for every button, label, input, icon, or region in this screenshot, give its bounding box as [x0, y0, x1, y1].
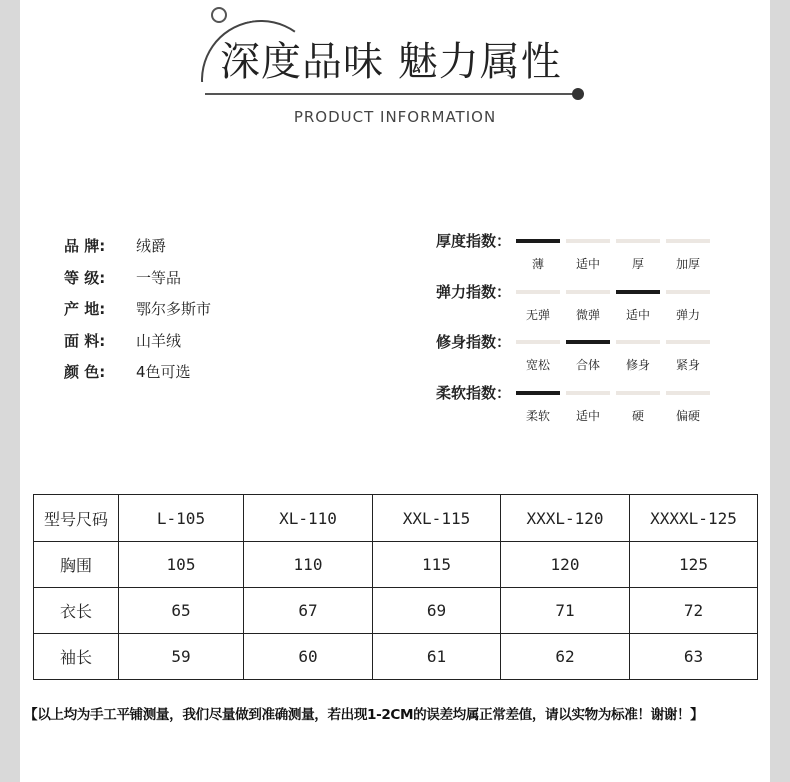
table-row: [34, 634, 758, 680]
table-row: [34, 588, 758, 634]
attribute-value: 鄂尔多斯市: [136, 300, 212, 319]
title-underline-dot: [572, 88, 584, 100]
table-row: [34, 542, 758, 588]
index-label: 修身指数：: [436, 333, 512, 351]
measurement-value: 65: [119, 588, 244, 634]
index-option: 加厚: [675, 257, 700, 271]
product-info-panel: [20, 0, 770, 782]
index-bar: [566, 391, 610, 395]
measurement-name: 袖长: [34, 634, 119, 680]
measurement-value: 62: [501, 634, 630, 680]
index-option: 微弹: [575, 307, 600, 322]
size-header-cell: XL-110: [244, 495, 373, 542]
measurement-value: 72: [630, 588, 758, 634]
index-bar-active: [516, 391, 560, 395]
size-header-label: 型号尺码: [34, 495, 119, 542]
size-header-cell: XXXXL-125: [630, 495, 758, 542]
index-option: 适中: [625, 307, 650, 322]
index-label: 厚度指数：: [436, 232, 512, 250]
index-option: 硬: [631, 408, 644, 423]
attribute-label: 等 级:: [64, 268, 106, 287]
measurement-value: 71: [501, 588, 630, 634]
measurement-value: 60: [244, 634, 373, 680]
size-header-cell: XXXL-120: [501, 495, 630, 542]
index-bar: [666, 340, 710, 344]
index-option: 适中: [575, 408, 600, 423]
attribute-value: 一等品: [136, 268, 182, 287]
attribute-row-grade: [64, 262, 211, 294]
index-option: 偏硬: [675, 408, 700, 423]
index-option: 弹力: [675, 307, 700, 322]
measurement-name: 胸围: [34, 542, 119, 588]
index-option: 无弹: [525, 307, 550, 322]
index-option: 适中: [575, 257, 600, 271]
measurement-value: 105: [119, 542, 244, 588]
index-bar: [566, 239, 610, 243]
attribute-label: 品 牌:: [64, 237, 106, 256]
measurement-value: 63: [630, 634, 758, 680]
index-bar: [666, 239, 710, 243]
attribute-label: 产 地:: [64, 300, 106, 319]
page-subtitle: PRODUCT INFORMATION: [293, 108, 497, 126]
size-header-cell: XXL-115: [373, 495, 501, 542]
index-bar: [616, 340, 660, 344]
measurement-note: 【以上均为手工平铺测量，我们尽量做到准确测量，若出现1-2CM的误差均属正常差值，请以实物为标准！谢谢！】: [24, 707, 704, 723]
index-bar: [666, 391, 710, 395]
measurement-value: 67: [244, 588, 373, 634]
index-bar: [616, 239, 660, 243]
size-table: [33, 494, 758, 680]
measurement-value: 120: [501, 542, 630, 588]
index-bar-active: [566, 340, 610, 344]
attribute-value: 4色可选: [136, 363, 191, 382]
title-decoration-ring: [211, 7, 227, 23]
index-bar-active: [616, 290, 660, 294]
measurement-value: 125: [630, 542, 758, 588]
title-underline: [205, 93, 575, 95]
attribute-row-brand: [64, 230, 211, 262]
measurement-value: 59: [119, 634, 244, 680]
index-label: 弹力指数：: [436, 282, 512, 301]
index-bar-active: [516, 239, 560, 243]
attribute-row-color: [64, 356, 211, 388]
index-bar: [516, 290, 560, 294]
attribute-row-fabric: [64, 325, 211, 357]
index-option: 薄: [531, 257, 544, 271]
index-bar: [566, 290, 610, 294]
measurement-value: 115: [373, 542, 501, 588]
index-bar: [666, 290, 710, 294]
size-header-cell: L-105: [119, 495, 244, 542]
index-option: 合体: [575, 358, 600, 372]
index-label: 柔软指数：: [436, 383, 512, 402]
measurement-name: 衣长: [34, 588, 119, 634]
index-option: 宽松: [525, 358, 550, 372]
measurement-value: 110: [244, 542, 373, 588]
size-header-row: [34, 495, 758, 542]
attribute-value: 绒爵: [136, 237, 167, 256]
page-title: 深度品味 魅力属性: [220, 39, 562, 85]
attribute-value: 山羊绒: [136, 331, 182, 350]
measurement-value: 69: [373, 588, 501, 634]
index-option: 修身: [625, 358, 650, 372]
product-attributes: [64, 230, 211, 388]
measurement-value: 61: [373, 634, 501, 680]
index-option: 柔软: [525, 408, 550, 423]
index-bar: [516, 340, 560, 344]
attribute-label: 颜 色:: [64, 363, 106, 382]
index-option: 紧身: [675, 358, 700, 372]
attribute-label: 面 料:: [64, 331, 106, 350]
attribute-row-origin: [64, 293, 211, 325]
index-bar: [616, 391, 660, 395]
index-option: 厚: [631, 257, 644, 271]
